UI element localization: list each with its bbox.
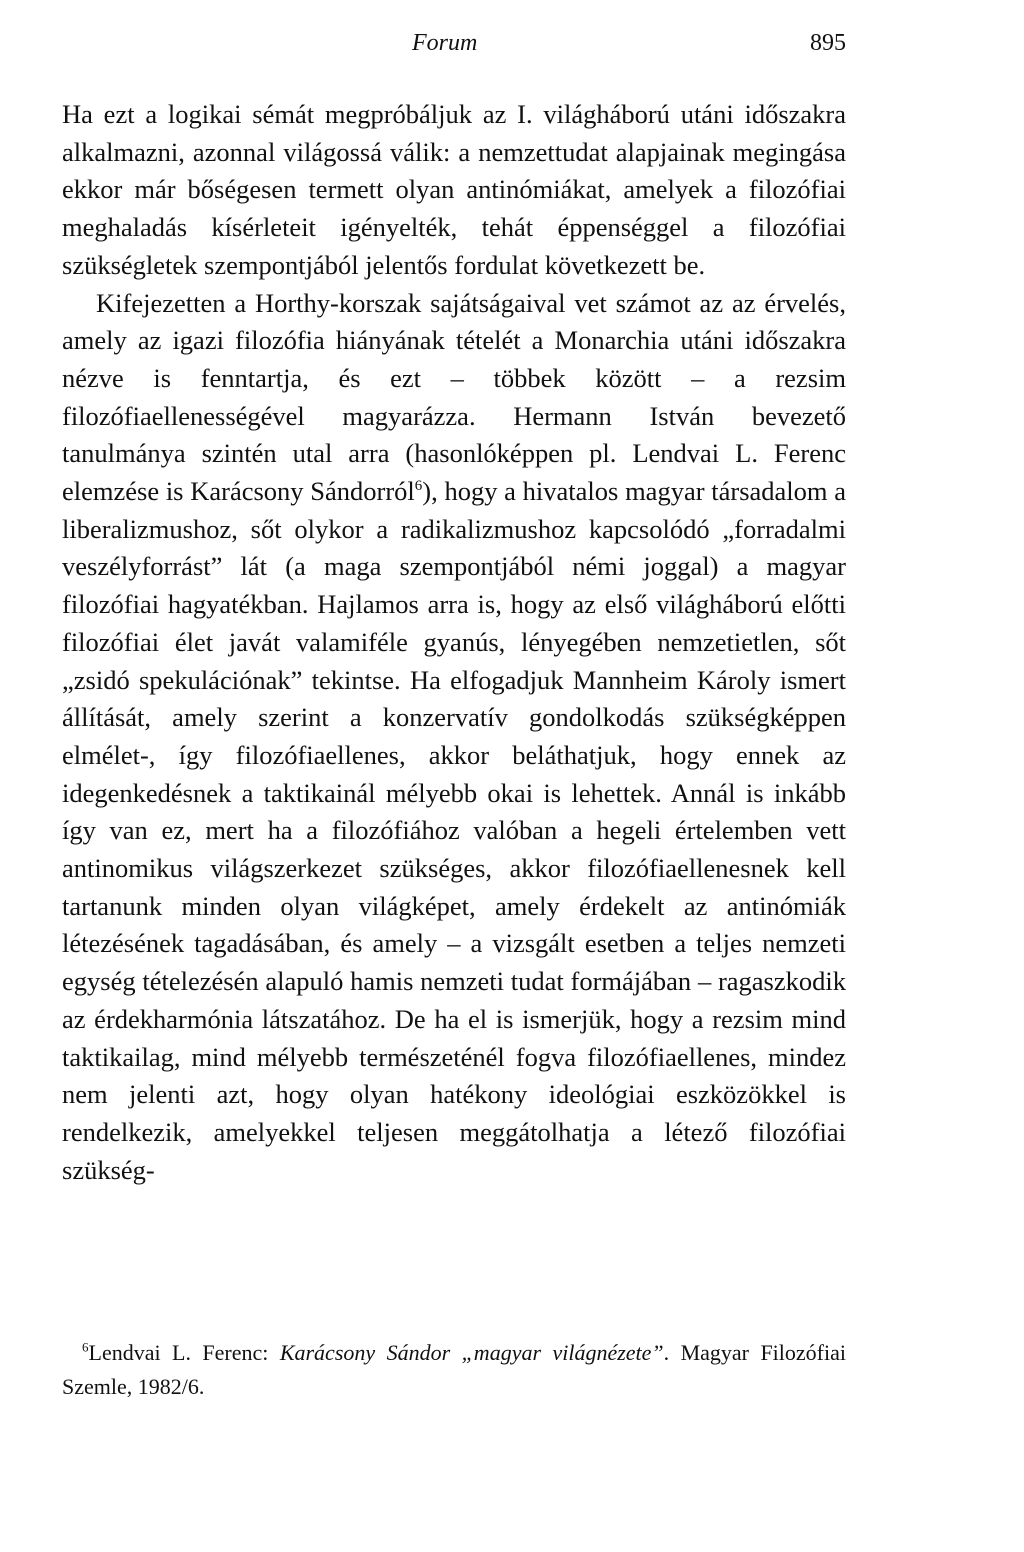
footnote-reference: 6 — [414, 478, 423, 495]
footnote-author: Lendvai L. Ferenc: — [88, 1340, 280, 1365]
footnote — [62, 1336, 846, 1404]
running-title: Forum — [412, 30, 478, 56]
running-head — [62, 30, 846, 66]
book-page — [62, 0, 846, 1552]
footnote-text — [62, 1336, 846, 1404]
paragraph-text: Kifejezetten a Horthy-korszak sajátságaival vet számot az az érvelés, amely az igazi filozófia hiányának tételét a Monarchia utáni időszakra nézve is fenntartja, és ezt – többek között – a rezsim filozófiaellenességével magyarázza. Hermann István bevezető tanulmánya szintén utal arra (hasonlóképpen pl. Lendvai L. Ferenc elemzése is Karácsony Sándorról — [62, 287, 846, 507]
paragraph-text: Ha ezt a logikai sémát megpróbáljuk az I. világháború utáni időszakra alkalmazni, azonnal világossá válik: a nemzettudat alapjainak megingása ekkor már bőségesen termett olyan antinómiákat, amelyek a filozófiai meghaladás kísérleteit igényelték, tehát éppenséggel a filozófiai szükségletek szempontjából jelentős fordulat következett be. — [62, 99, 846, 280]
body-text — [62, 96, 846, 1189]
paragraph-text: ), hogy a hivatalos magyar társadalom a liberalizmushoz, sőt olykor a radikalizmushoz kapcsolódó „forradalmi veszélyforrást” lát (a maga szempontjából némi joggal) a magyar filozófiai hagyatékban. Hajlamos arra is, hogy az első világháború előtti filozófiai élet javát valamiféle gyanús, lényegében nemzetietlen, sőt „zsidó spekulációnak” tekintse. Ha elfogadjuk Mannheim Károly ismert állítását, amely szerint a konzervatív gondolkodás szükségképpen elmélet-, így filozófiaellenes, akkor beláthatjuk, hogy ennek az idegenkedésnek a taktikainál mélyebb okai is lehettek. Annál is inkább így van ez, mert ha a filozófiához valóban a hegeli értelemben vett antinomikus világszerkezet szükséges, akkor filozófiaellenesnek kell tartanunk minden olyan világképet, amely érdekelt az antinómiák létezésének tagadásában, és amely – a vizsgált esetben a teljes nemzeti egység tételezésén alapuló hamis nemzeti tudat formájában – ragaszkodik az érdekharmónia látszatához. De ha el is ismerjük, hogy a rezsim mind taktikailag, mind mélyebb természeténél fogva filozófiaellenes, mindez nem jelenti azt, hogy olyan hatékony ideológiai eszközökkel is rendelkezik, amelyekkel teljesen meggátolhatja a létező filozófiai szükség- — [62, 476, 846, 1185]
footnote-title: Karácsony Sándor „magyar világnézete” — [279, 1340, 664, 1365]
page-number: 895 — [810, 30, 846, 56]
footnote-number: 6 — [82, 1339, 89, 1355]
paragraph — [62, 96, 846, 285]
paragraph — [62, 285, 846, 1190]
footnote-source: . Magyar Filozófiai Szemle, 1982/6. — [62, 1340, 846, 1399]
